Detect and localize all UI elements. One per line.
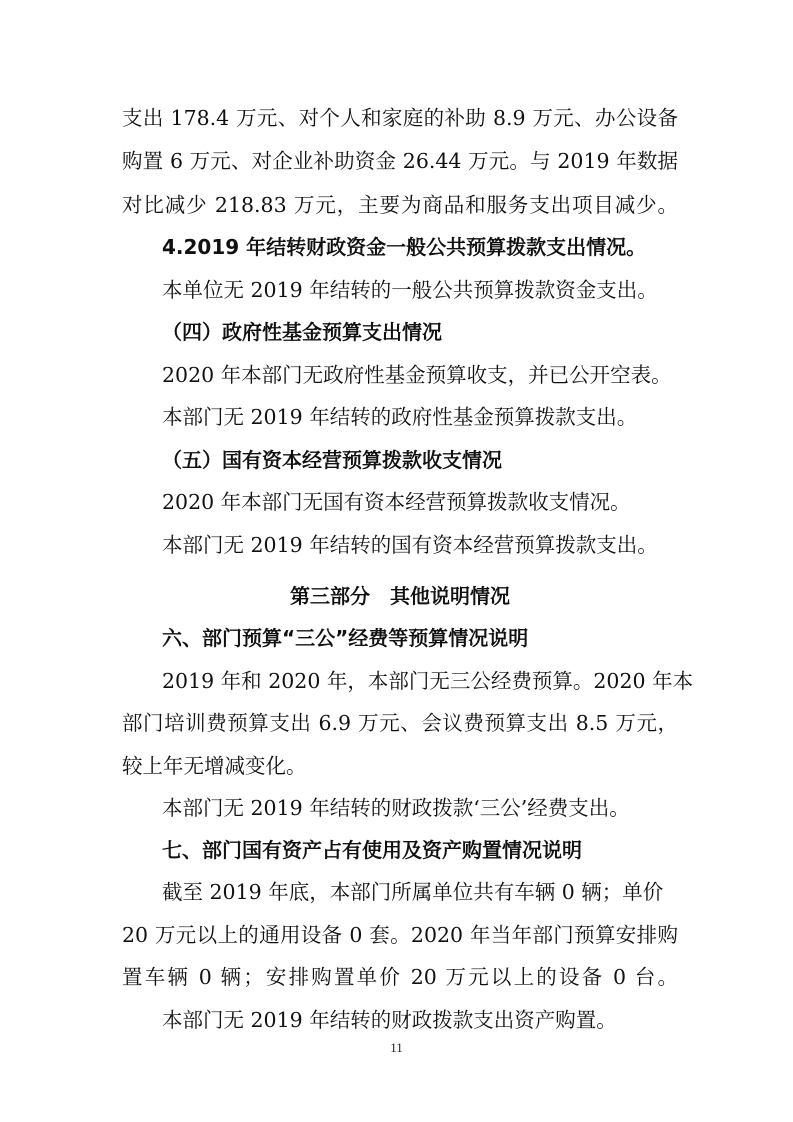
body-text-line: 本部门无 2019 年结转的政府性基金预算拨款支出。 — [162, 405, 638, 429]
body-text-line: 本部门无 2019 年结转的财政拨款‘三公’经费支出。 — [162, 796, 630, 820]
body-text-line: 置车辆 0 辆；安排购置单价 20 万元以上的设备 0 台。 — [122, 965, 678, 989]
body-text-line: 较上年无增减变化。 — [122, 754, 307, 778]
body-text-line: 2020 年本部门无国有资本经营预算拨款收支情况。 — [162, 490, 631, 514]
section-heading: 七、部门国有资产占有使用及资产购置情况说明 — [162, 838, 582, 862]
section-heading: 4.2019 年结转财政资金一般公共预算拨款支出情况。 — [162, 235, 647, 259]
section-heading: （五）国有资本经营预算拨款收支情况 — [162, 448, 502, 472]
part-title: 第三部分 其他说明情况 — [290, 584, 510, 608]
body-text-line: 部门培训费预算支出 6.9 万元、会议费预算支出 8.5 万元， — [122, 711, 678, 735]
body-text-line: 支出 178.4 万元、对个人和家庭的补助 8.9 万元、办公设备 — [122, 106, 678, 130]
body-text-line: 2019 年和 2020 年，本部门无三公经费预算。2020 年本 — [162, 669, 694, 693]
body-text-line: 对比减少 218.83 万元，主要为商品和服务支出项目减少。 — [122, 193, 678, 217]
body-text-line: 2020 年本部门无政府性基金预算收支，并已公开空表。 — [162, 363, 672, 387]
body-text-line: 截至 2019 年底，本部门所属单位共有车辆 0 辆；单价 — [162, 880, 664, 904]
body-text-line: 本部门无 2019 年结转的国有资本经营预算拨款支出。 — [162, 533, 658, 557]
body-text-line: 本单位无 2019 年结转的一般公共预算拨款资金支出。 — [162, 278, 658, 302]
section-heading: 六、部门预算“三公”经费等预算情况说明 — [162, 626, 529, 650]
section-heading: （四）政府性基金预算支出情况 — [162, 320, 442, 344]
page-number: 11 — [390, 1040, 403, 1055]
body-text-line: 20 万元以上的通用设备 0 套。2020 年当年部门预算安排购 — [122, 923, 678, 947]
body-text-line: 购置 6 万元、对企业补助资金 26.44 万元。与 2019 年数据 — [122, 149, 678, 173]
body-text-line: 本部门无 2019 年结转的财政拨款支出资产购置。 — [162, 1008, 617, 1032]
